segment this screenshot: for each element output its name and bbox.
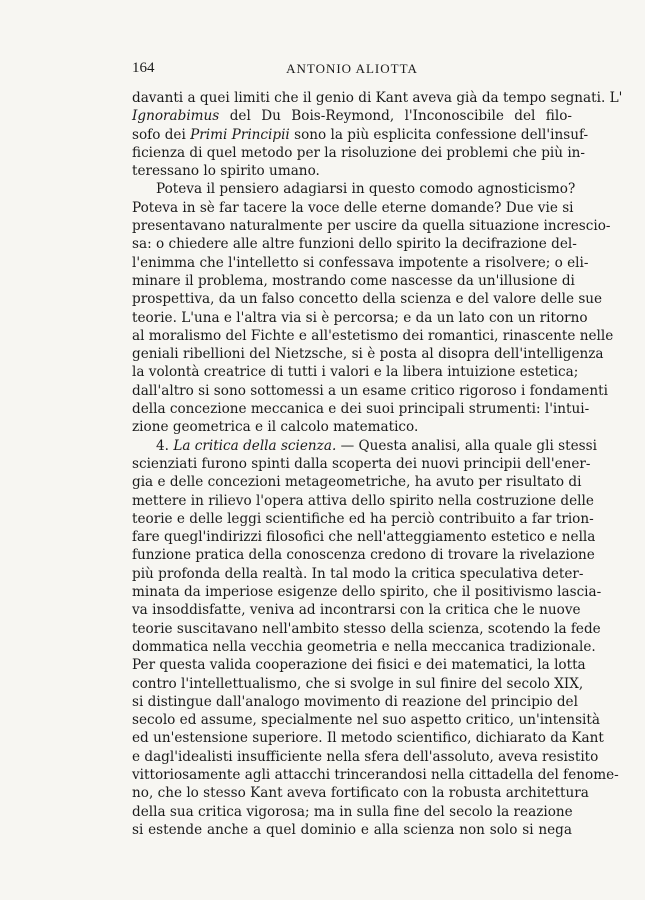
- text-line: fare quegl'indirizzi filosofici che nell'atteggiamento estetico e nella: [132, 529, 596, 546]
- text-line: Poteva in sè far tacere la voce delle eterne domande? Due vie si: [132, 199, 574, 216]
- text-line: teorie suscitavano nell'ambito stesso della scienza, scotendo la fede: [132, 620, 601, 637]
- text-line: minata da imperiose esigenze dello spirito, che il positivismo lascia-: [132, 584, 602, 601]
- text-line: zione geometrica e il calcolo matematico.: [132, 419, 419, 436]
- text-line: si estende anche a quel dominio e alla scienza non solo si nega: [132, 821, 572, 838]
- text-line: dommatica nella vecchia geometria e nella meccanica tradizionale.: [132, 638, 596, 655]
- text-line: la volontà creatrice di tutti i valori e la libera intuizione estetica;: [132, 364, 579, 381]
- text-line: si distingue dall'analogo movimento di reazione del principio del: [132, 693, 578, 710]
- text-line: della sua critica vigorosa; ma in sulla fine del secolo la reazione: [132, 803, 573, 820]
- text-line: gia e delle concezioni metageometriche, ha avuto per risultato di: [132, 474, 582, 491]
- page-number: 164: [132, 60, 155, 76]
- text-line: teorie. L'una e l'altra via si è percorsa; e da un lato con un ritorno: [132, 309, 588, 326]
- text-line: funzione pratica della conoscenza credono di trovare la rivelazione: [132, 547, 595, 564]
- text-line: ed un'estensione superiore. Il metodo scientifico, dichiarato da Kant: [132, 730, 604, 747]
- text-line: Per questa valida cooperazione dei fisici e dei matematici, la lotta: [132, 657, 586, 674]
- text-line: secolo ed assume, specialmente nel suo aspetto critico, un'intensità: [132, 712, 600, 729]
- italic-term: Ignorabimus: [132, 108, 220, 125]
- text-line: sofo dei Primi Principii sono la più esplicita confessione dell'insuf-: [132, 126, 589, 143]
- section-number: 4.: [156, 437, 169, 454]
- text-line: l'enimma che l'intelletto si confessava impotente a risolvere; o eli-: [132, 254, 589, 271]
- text-line: della concezione meccanica e dei suoi principali strumenti: l'intui-: [132, 401, 590, 418]
- text-line: contro l'intellettualismo, che si svolge in sul finire del secolo XIX,: [132, 675, 584, 692]
- text-line: minare il problema, mostrando come nascesse da un'illusione di: [132, 272, 575, 289]
- text-line: più profonda della realtà. In tal modo la critica speculativa deter-: [132, 565, 584, 582]
- text-line: teressano lo spirito umano.: [132, 163, 320, 180]
- body-text: [132, 89, 623, 839]
- text-line: sa: o chiedere alle altre funzioni dello spirito la decifrazione del-: [132, 236, 577, 253]
- section-heading-line: 4. La critica della scienza. — Questa analisi, alla quale gli stessi: [156, 437, 597, 454]
- section-title: La critica della scienza.: [173, 437, 337, 454]
- page-header: [132, 60, 572, 80]
- text-line: geniali ribellioni del Nietzsche, si è posta al disopra dell'intelligenza: [132, 346, 604, 363]
- text-line: Ignorabimus del Du Bois-Reymond, l'Inconoscibile del filo-: [132, 108, 572, 125]
- text-line: davanti a quei limiti che il genio di Kant aveva già da tempo segnati. L': [132, 90, 623, 106]
- text-line: no, che lo stesso Kant aveva fortificato con la robusta architettura: [132, 785, 589, 802]
- text-line: ficienza di quel metodo per la risoluzione dei problemi che più in-: [132, 144, 586, 161]
- text-line: teorie e delle leggi scientifiche ed ha perciò contribuito a far trion-: [132, 510, 594, 527]
- text-line: e dagl'idealisti insufficiente nella sfera dell'assoluto, aveva resistito: [132, 748, 599, 765]
- text-line: mettere in rilievo l'opera attiva dello spirito nella costruzione delle: [132, 492, 594, 509]
- italic-term: Primi Principii: [190, 126, 290, 143]
- text-line: vittoriosamente agli attacchi trincerandosi nella cittadella del fenome-: [132, 766, 619, 783]
- text-line: Poteva il pensiero adagiarsi in questo comodo agnosticismo?: [156, 181, 576, 198]
- text-line: va insoddisfatte, veniva ad incontrarsi con la critica che le nuove: [132, 602, 581, 619]
- text-line: scienziati furono spinti dalla scoperta dei nuovi principii dell'ener-: [132, 455, 591, 472]
- running-head: ANTONIO ALIOTTA: [286, 61, 418, 76]
- text-line: dall'altro si sono sottomessi a un esame critico rigoroso i fondamenti: [132, 382, 608, 399]
- text-line: presentavano naturalmente per uscire da quella situazione increscio-: [132, 218, 611, 235]
- text-line: prospettiva, da un falso concetto della scienza e del valore delle sue: [132, 291, 603, 308]
- text-line: al moralismo del Fichte e all'estetismo dei romantici, rinascente nelle: [132, 327, 614, 344]
